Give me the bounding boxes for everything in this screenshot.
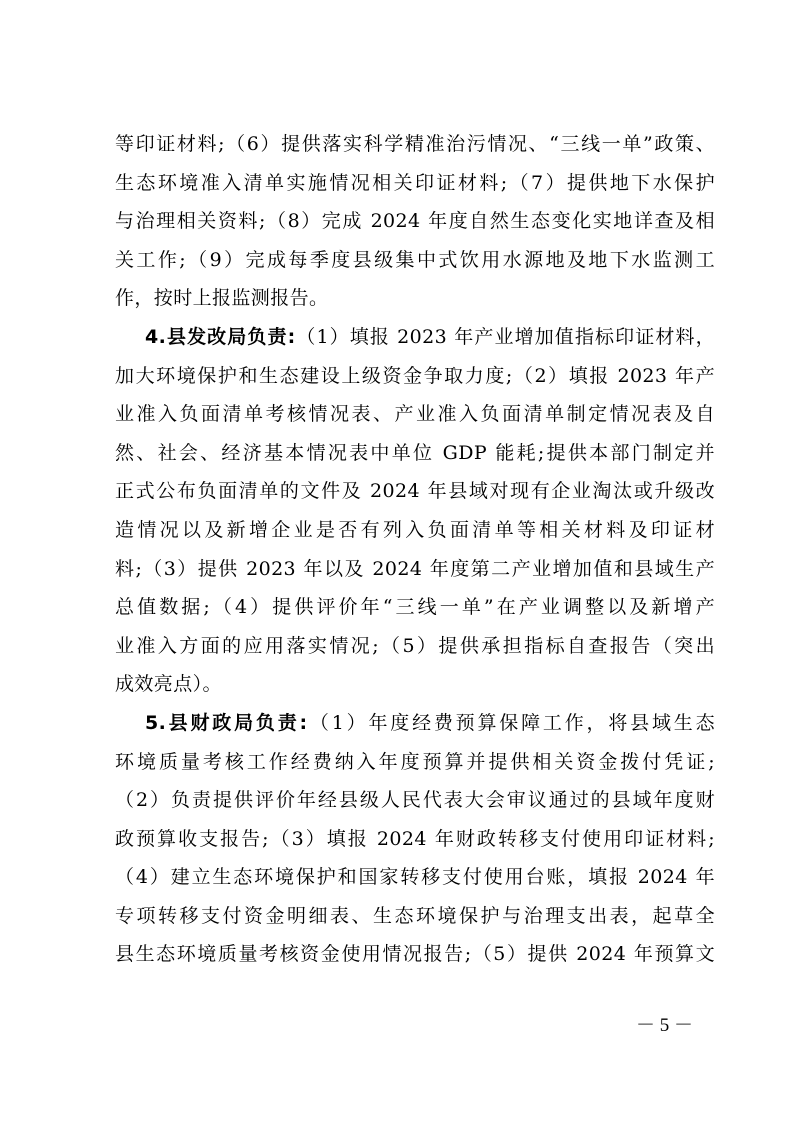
text-line: 专项转移支付资金明细表、生态环境保护与治理支出表，起草全	[115, 904, 715, 927]
text-line: 环境质量考核工作经费纳入年度预算并提供相关资金拨付凭证;	[115, 750, 715, 773]
text-line: 业准入方面的应用落实情况;（5）提供承担指标自查报告（突出	[115, 634, 715, 657]
text-line: （4）建立生态环境保护和国家转移支付使用台账，填报 2024 年	[115, 866, 715, 889]
text-line: 关工作;（9）完成每季度县级集中式饮用水源地及地下水监测工	[115, 248, 715, 271]
section-lead-caizhengju: 5.县财政局负责:	[145, 711, 308, 734]
text-line: 业准入负面清单考核情况表、产业准入负面清单制定情况表及自	[115, 403, 715, 426]
text-line: 等印证材料;（6）提供落实科学精准治污情况、“三线一单”政策、	[115, 133, 715, 155]
text-line: 造情况以及新增企业是否有列入负面清单等相关材料及印证材	[115, 518, 715, 541]
section-lead-fagaiju: 4.县发改局负责:	[145, 325, 296, 348]
text-line: 政预算收支报告;（3）填报 2024 年财政转移支付使用印证材料;	[115, 827, 715, 850]
text-line: 正式公布负面清单的文件及 2024 年县域对现有企业淘汰或升级改	[115, 480, 715, 503]
document-body	[115, 125, 715, 974]
text-line: 生态环境准入清单实施情况相关印证材料;（7）提供地下水保护	[115, 171, 715, 194]
text-line: 加大环境保护和生态建设上级资金争取力度;（2）填报 2023 年产	[115, 364, 715, 387]
text-line: （1）填报 2023 年产业增加值指标印证材料，	[295, 325, 715, 348]
text-line: 然、社会、经济基本情况表中单位 GDP 能耗;提供本部门制定并	[115, 441, 715, 464]
paragraph-5-first-line	[115, 704, 715, 743]
text-line: 与治理相关资料;（8）完成 2024 年度自然生态变化实地详查及相	[115, 210, 715, 233]
text-line: 县生态环境质量考核资金使用情况报告;（5）提供 2024 年预算文	[115, 943, 715, 966]
text-line: 料;（3）提供 2023 年以及 2024 年度第二产业增加值和县域生产	[115, 557, 715, 580]
text-line: 成效亮点）。	[115, 673, 222, 696]
text-line: （2）负责提供评价年经县级人民代表大会审议通过的县域年度财	[115, 789, 715, 812]
text-line: 总值数据;（4）提供评价年“三线一单”在产业调整以及新增产	[115, 596, 715, 619]
page-number: － 5 －	[636, 1015, 694, 1036]
text-line: 作，按时上报监测报告。	[115, 287, 329, 310]
paragraph-4-first-line	[115, 318, 715, 357]
text-line: （1）年度经费预算保障工作，将县域生态	[307, 711, 715, 734]
